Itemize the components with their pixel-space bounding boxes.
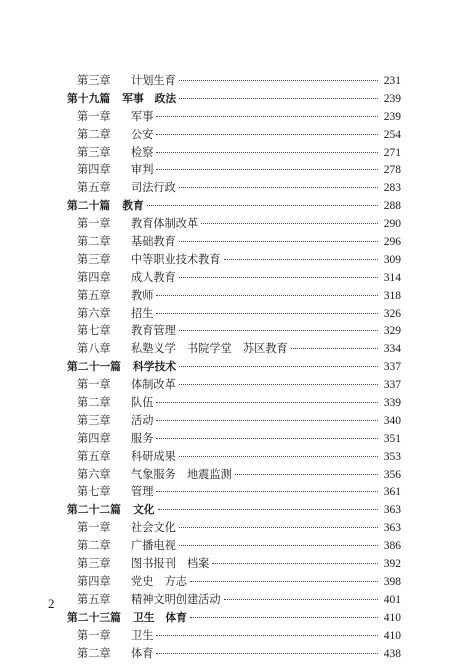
- toc-entry-label: 第五章: [77, 449, 111, 463]
- toc-entry-label: 第二十三篇: [67, 610, 121, 624]
- toc-entry-label: 第一章: [77, 628, 111, 642]
- dot-leader: [224, 259, 378, 260]
- toc-entry-page: 239: [383, 92, 401, 105]
- dot-leader: [179, 384, 378, 385]
- toc-part-entry: [67, 197, 401, 215]
- toc-entry-title: 中等职业技术教育: [131, 252, 221, 266]
- toc-entry-title: 计划生育: [131, 74, 176, 87]
- dot-leader: [158, 509, 378, 510]
- dot-leader: [156, 420, 378, 421]
- dot-leader: [179, 277, 378, 278]
- toc-entry-page: 361: [383, 486, 401, 499]
- toc-entry-label: 第四章: [77, 431, 111, 445]
- toc-entry-title: 文化: [132, 503, 155, 517]
- toc-entry-title: 精神文明创建活动: [131, 592, 221, 606]
- toc-entry-label: 第一章: [77, 378, 111, 392]
- dot-leader: [179, 98, 378, 99]
- toc-entry-label: 第一章: [77, 217, 111, 231]
- toc-entry-title: 教师: [131, 288, 154, 302]
- toc-chapter-entry: [67, 627, 401, 645]
- toc-entry-title: 教育: [122, 199, 144, 213]
- toc-entry-label: 第三章: [77, 145, 111, 159]
- toc-entry-page: 356: [383, 468, 401, 481]
- toc-entry-page: 318: [383, 289, 401, 302]
- toc-entry-title: 招生: [131, 306, 154, 320]
- toc-entry-page: 329: [383, 325, 401, 338]
- toc-entry-title: 科学技术: [132, 360, 177, 374]
- dot-leader: [179, 545, 378, 546]
- dot-leader: [212, 563, 378, 564]
- toc-entry-title: 私塾义学 书院学堂 苏区教育: [131, 342, 288, 356]
- toc-chapter-entry: [67, 251, 401, 269]
- toc-chapter-entry: [67, 269, 401, 287]
- toc-chapter-entry: [67, 537, 401, 555]
- toc-chapter-entry: [67, 340, 401, 358]
- toc-chapter-entry: [67, 555, 401, 573]
- toc-entry-title: 军事 政法: [122, 91, 177, 105]
- dot-leader: [147, 205, 378, 206]
- toc-entry-label: 第二十篇: [67, 199, 111, 213]
- toc-entry-label: 第三章: [77, 74, 111, 87]
- dot-leader: [156, 438, 378, 439]
- dot-leader: [179, 80, 378, 81]
- toc-entry-page: 410: [383, 629, 401, 642]
- toc-entry-label: 第二章: [77, 539, 111, 553]
- toc-entry-title: 科研成果: [131, 449, 176, 463]
- toc-entry-page: 351: [383, 432, 401, 445]
- toc-entry-label: 第四章: [77, 574, 111, 588]
- table-of-contents: [67, 72, 401, 662]
- dot-leader: [224, 599, 378, 600]
- toc-chapter-entry: [67, 215, 401, 233]
- toc-entry-page: 337: [383, 379, 401, 392]
- toc-entry-title: 管理: [131, 485, 154, 499]
- toc-entry-title: 服务: [131, 431, 154, 445]
- toc-entry-page: 239: [383, 110, 401, 123]
- dot-leader: [156, 402, 378, 403]
- toc-entry-label: 第一章: [77, 109, 111, 123]
- dot-leader: [201, 223, 378, 224]
- dot-leader: [156, 116, 378, 117]
- toc-entry-page: 278: [383, 164, 401, 177]
- toc-entry-page: 392: [383, 558, 401, 571]
- toc-entry-label: 第八章: [77, 342, 111, 356]
- toc-entry-label: 第六章: [77, 306, 111, 320]
- toc-entry-label: 第三章: [77, 557, 111, 571]
- toc-entry-label: 第三章: [77, 413, 111, 427]
- toc-entry-title: 司法行政: [131, 181, 176, 195]
- toc-chapter-entry: [67, 519, 401, 537]
- toc-entry-label: 第五章: [77, 288, 111, 302]
- toc-chapter-entry: [67, 287, 401, 305]
- dot-leader: [179, 187, 378, 188]
- toc-entry-label: 第二十一篇: [67, 360, 121, 374]
- toc-entry-page: 410: [383, 611, 401, 624]
- toc-entry-label: 第四章: [77, 163, 111, 177]
- toc-entry-page: 314: [383, 271, 401, 284]
- toc-entry-label: 第二章: [77, 127, 111, 141]
- toc-entry-title: 党史 方志: [131, 574, 187, 588]
- toc-chapter-entry: [67, 322, 401, 340]
- toc-entry-title: 教育管理: [131, 324, 176, 338]
- toc-chapter-entry: [67, 72, 401, 90]
- toc-chapter-entry: [67, 645, 401, 663]
- toc-entry-page: 326: [383, 307, 401, 320]
- toc-chapter-entry: [67, 448, 401, 466]
- toc-entry-label: 第二十二篇: [67, 503, 121, 517]
- toc-part-entry: [67, 358, 401, 376]
- dot-leader: [291, 348, 378, 349]
- toc-entry-title: 社会文化: [131, 521, 176, 535]
- toc-entry-page: 290: [383, 218, 401, 231]
- toc-chapter-entry: [67, 466, 401, 484]
- toc-entry-title: 队伍: [131, 396, 154, 410]
- dot-leader: [156, 134, 378, 135]
- toc-entry-page: 401: [383, 593, 401, 606]
- toc-entry-label: 第三章: [77, 252, 111, 266]
- toc-chapter-entry: [67, 179, 401, 197]
- dot-leader: [179, 527, 378, 528]
- toc-chapter-entry: [67, 376, 401, 394]
- dot-leader: [156, 491, 378, 492]
- toc-entry-page: 363: [383, 522, 401, 535]
- toc-entry-page: 340: [383, 414, 401, 427]
- toc-chapter-entry: [67, 591, 401, 609]
- toc-chapter-entry: [67, 233, 401, 251]
- toc-entry-page: 334: [383, 343, 401, 356]
- toc-chapter-entry: [67, 573, 401, 591]
- toc-entry-title: 体制改革: [131, 378, 176, 392]
- toc-chapter-entry: [67, 394, 401, 412]
- toc-chapter-entry: [67, 305, 401, 323]
- toc-entry-page: 231: [383, 75, 401, 87]
- toc-entry-title: 卫生: [131, 628, 154, 642]
- toc-chapter-entry: [67, 161, 401, 179]
- toc-entry-label: 第二章: [77, 235, 111, 249]
- toc-entry-title: 卫生 体育: [132, 610, 187, 624]
- dot-leader: [190, 617, 378, 618]
- toc-entry-label: 第十九篇: [67, 91, 111, 105]
- toc-entry-page: 339: [383, 397, 401, 410]
- toc-entry-label: 第五章: [77, 181, 111, 195]
- dot-leader: [156, 152, 378, 153]
- toc-entry-page: 309: [383, 253, 401, 266]
- page-number: 2: [48, 596, 55, 611]
- toc-entry-page: 283: [383, 182, 401, 195]
- dot-leader: [235, 474, 378, 475]
- toc-part-entry: [67, 501, 401, 519]
- toc-entry-title: 教育体制改革: [131, 217, 199, 231]
- toc-entry-title: 检察: [131, 145, 154, 159]
- toc-chapter-entry: [67, 412, 401, 430]
- toc-entry-title: 广播电视: [131, 539, 176, 553]
- toc-chapter-entry: [67, 126, 401, 144]
- toc-entry-label: 第七章: [77, 485, 111, 499]
- dot-leader: [156, 313, 378, 314]
- toc-entry-label: 第五章: [77, 592, 111, 606]
- toc-entry-title: 气象服务 地震监测: [131, 467, 232, 481]
- toc-entry-label: 第一章: [77, 521, 111, 535]
- toc-entry-title: 基础教育: [131, 235, 176, 249]
- toc-entry-page: 438: [383, 647, 401, 660]
- toc-entry-page: 353: [383, 450, 401, 463]
- dot-leader: [179, 330, 378, 331]
- toc-entry-title: 军事: [131, 109, 154, 123]
- toc-entry-title: 成人教育: [131, 270, 176, 284]
- toc-entry-page: 398: [383, 575, 401, 588]
- toc-entry-label: 第四章: [77, 270, 111, 284]
- toc-entry-page: 288: [383, 200, 401, 213]
- toc-chapter-entry: [67, 483, 401, 501]
- toc-entry-title: 审判: [131, 163, 154, 177]
- toc-part-entry: [67, 90, 401, 108]
- toc-entry-page: 337: [383, 361, 401, 374]
- toc-entry-title: 公安: [131, 127, 154, 141]
- toc-entry-label: 第六章: [77, 467, 111, 481]
- toc-entry-page: 271: [383, 146, 401, 159]
- dot-leader: [179, 241, 378, 242]
- toc-entry-page: 296: [383, 236, 401, 249]
- toc-entry-label: 第七章: [77, 324, 111, 338]
- toc-entry-label: 第二章: [77, 396, 111, 410]
- toc-entry-title: 体育: [131, 646, 154, 660]
- dot-leader: [156, 169, 378, 170]
- toc-chapter-entry: [67, 144, 401, 162]
- toc-entry-title: 活动: [131, 413, 154, 427]
- toc-entry-label: 第二章: [77, 646, 111, 660]
- toc-chapter-entry: [67, 430, 401, 448]
- toc-part-entry: [67, 609, 401, 627]
- toc-entry-title: 图书报刊 档案: [131, 557, 210, 571]
- dot-leader: [179, 456, 378, 457]
- dot-leader: [179, 366, 378, 367]
- dot-leader: [156, 653, 378, 654]
- toc-chapter-entry: [67, 108, 401, 126]
- dot-leader: [156, 295, 378, 296]
- toc-entry-page: 363: [383, 504, 401, 517]
- toc-entry-page: 254: [383, 128, 401, 141]
- toc-entry-page: 386: [383, 540, 401, 553]
- dot-leader: [156, 635, 378, 636]
- dot-leader: [190, 581, 378, 582]
